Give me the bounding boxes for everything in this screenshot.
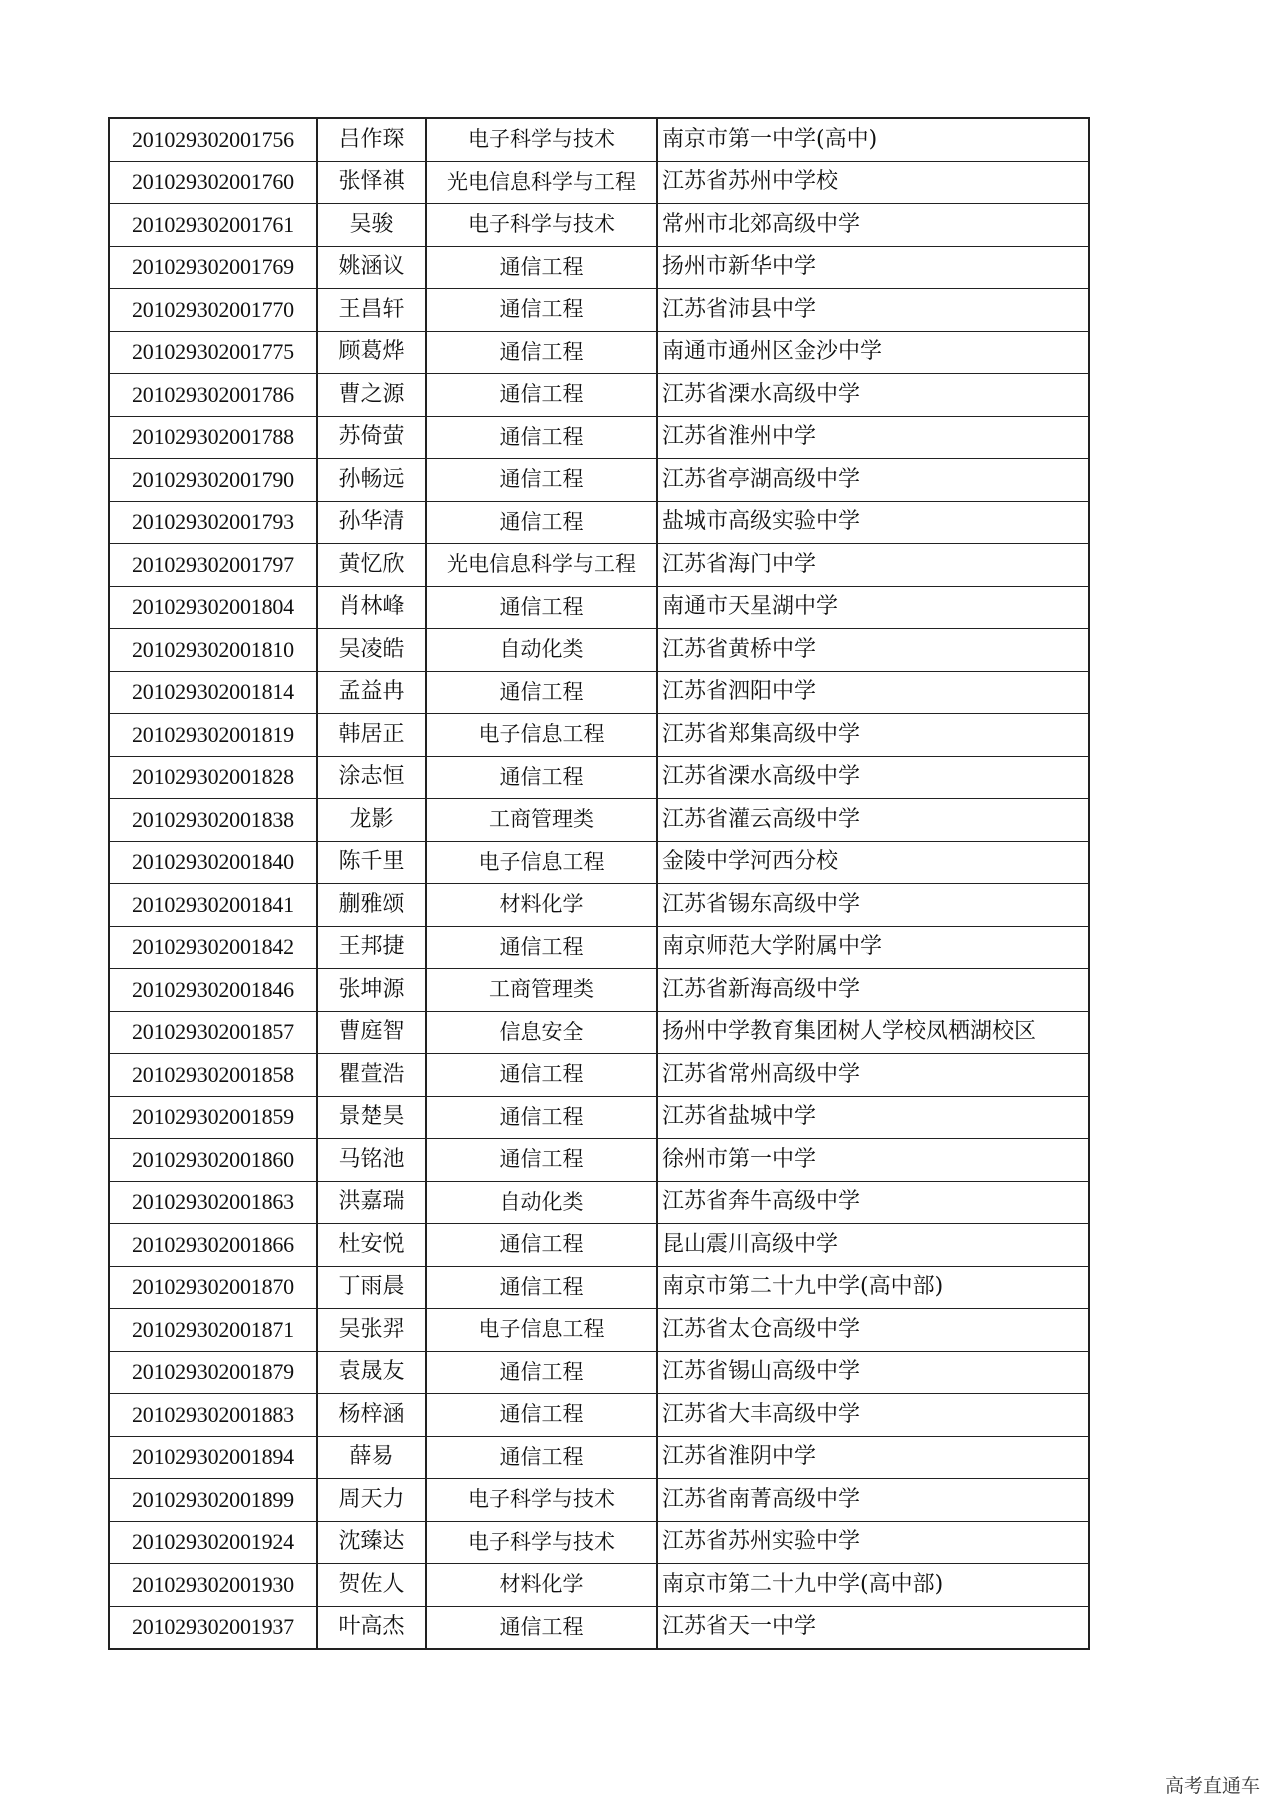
school-cell: 江苏省锡山高级中学 (657, 1351, 1089, 1394)
school-cell: 江苏省苏州中学校 (657, 161, 1089, 204)
candidate-id-cell: 201029302001819 (109, 714, 317, 757)
student-name-cell: 袁晟友 (317, 1351, 426, 1394)
candidate-id-cell: 201029302001930 (109, 1564, 317, 1607)
school-cell: 江苏省泗阳中学 (657, 671, 1089, 714)
student-name-cell: 沈臻达 (317, 1521, 426, 1564)
candidate-id-cell: 201029302001857 (109, 1011, 317, 1054)
table-row (109, 629, 1089, 672)
major-cell: 通信工程 (426, 289, 657, 332)
table-row (109, 1139, 1089, 1182)
major-cell: 电子科学与技术 (426, 1521, 657, 1564)
table-body (109, 118, 1089, 1649)
table-row (109, 1606, 1089, 1649)
table-row (109, 1054, 1089, 1097)
candidate-id-cell: 201029302001870 (109, 1266, 317, 1309)
table-row (109, 799, 1089, 842)
candidate-id-cell: 201029302001842 (109, 926, 317, 969)
student-name-cell: 吴骏 (317, 204, 426, 247)
school-cell: 南京师范大学附属中学 (657, 926, 1089, 969)
student-name-cell: 黄忆欣 (317, 544, 426, 587)
student-name-cell: 顾葛烨 (317, 331, 426, 374)
school-cell: 昆山震川高级中学 (657, 1224, 1089, 1267)
table-row (109, 841, 1089, 884)
major-cell: 工商管理类 (426, 969, 657, 1012)
table-row (109, 1181, 1089, 1224)
student-name-cell: 杜安悦 (317, 1224, 426, 1267)
table-row (109, 1011, 1089, 1054)
candidate-id-cell: 201029302001879 (109, 1351, 317, 1394)
major-cell: 自动化类 (426, 629, 657, 672)
major-cell: 通信工程 (426, 1224, 657, 1267)
candidate-id-cell: 201029302001871 (109, 1309, 317, 1352)
student-name-cell: 蒯雅颂 (317, 884, 426, 927)
table-row (109, 544, 1089, 587)
candidate-id-cell: 201029302001810 (109, 629, 317, 672)
major-cell: 通信工程 (426, 1351, 657, 1394)
school-cell: 江苏省黄桥中学 (657, 629, 1089, 672)
candidate-id-cell: 201029302001769 (109, 246, 317, 289)
table-row (109, 246, 1089, 289)
major-cell: 电子信息工程 (426, 1309, 657, 1352)
major-cell: 通信工程 (426, 1394, 657, 1437)
candidate-id-cell: 201029302001760 (109, 161, 317, 204)
student-name-cell: 张怿祺 (317, 161, 426, 204)
school-cell: 江苏省郑集高级中学 (657, 714, 1089, 757)
major-cell: 电子信息工程 (426, 714, 657, 757)
student-name-cell: 洪嘉瑞 (317, 1181, 426, 1224)
candidate-id-cell: 201029302001775 (109, 331, 317, 374)
table-row (109, 118, 1089, 161)
school-cell: 江苏省常州高级中学 (657, 1054, 1089, 1097)
student-name-cell: 周天力 (317, 1479, 426, 1522)
candidate-id-cell: 201029302001804 (109, 586, 317, 629)
student-name-cell: 贺佐人 (317, 1564, 426, 1607)
student-name-cell: 曹之源 (317, 374, 426, 417)
major-cell: 光电信息科学与工程 (426, 544, 657, 587)
school-cell: 江苏省海门中学 (657, 544, 1089, 587)
major-cell: 通信工程 (426, 501, 657, 544)
table-row (109, 1351, 1089, 1394)
table-row (109, 1521, 1089, 1564)
student-name-cell: 韩居正 (317, 714, 426, 757)
school-cell: 盐城市高级实验中学 (657, 501, 1089, 544)
table-row (109, 1266, 1089, 1309)
table-row (109, 289, 1089, 332)
school-cell: 江苏省灌云高级中学 (657, 799, 1089, 842)
student-name-cell: 张坤源 (317, 969, 426, 1012)
candidate-id-cell: 201029302001793 (109, 501, 317, 544)
major-cell: 材料化学 (426, 1564, 657, 1607)
student-name-cell: 瞿萱浩 (317, 1054, 426, 1097)
table-row (109, 1564, 1089, 1607)
table-row (109, 331, 1089, 374)
school-cell: 江苏省南菁高级中学 (657, 1479, 1089, 1522)
school-cell: 江苏省新海高级中学 (657, 969, 1089, 1012)
candidate-id-cell: 201029302001790 (109, 459, 317, 502)
school-cell: 徐州市第一中学 (657, 1139, 1089, 1182)
student-name-cell: 曹庭智 (317, 1011, 426, 1054)
school-cell: 南京市第二十九中学(高中部) (657, 1266, 1089, 1309)
major-cell: 通信工程 (426, 586, 657, 629)
major-cell: 信息安全 (426, 1011, 657, 1054)
student-name-cell: 孟益冉 (317, 671, 426, 714)
table-row (109, 1436, 1089, 1479)
major-cell: 通信工程 (426, 331, 657, 374)
candidate-id-cell: 201029302001866 (109, 1224, 317, 1267)
major-cell: 通信工程 (426, 1139, 657, 1182)
student-name-cell: 肖林峰 (317, 586, 426, 629)
major-cell: 通信工程 (426, 926, 657, 969)
school-cell: 江苏省亭湖高级中学 (657, 459, 1089, 502)
candidate-id-cell: 201029302001788 (109, 416, 317, 459)
candidate-id-cell: 201029302001786 (109, 374, 317, 417)
student-name-cell: 王昌轩 (317, 289, 426, 332)
student-name-cell: 马铭池 (317, 1139, 426, 1182)
student-name-cell: 孙畅远 (317, 459, 426, 502)
candidate-id-cell: 201029302001756 (109, 118, 317, 161)
school-cell: 江苏省锡东高级中学 (657, 884, 1089, 927)
table-row (109, 1309, 1089, 1352)
major-cell: 通信工程 (426, 1054, 657, 1097)
major-cell: 通信工程 (426, 374, 657, 417)
school-cell: 扬州中学教育集团树人学校凤栖湖校区 (657, 1011, 1089, 1054)
school-cell: 江苏省天一中学 (657, 1606, 1089, 1649)
table-row (109, 756, 1089, 799)
major-cell: 材料化学 (426, 884, 657, 927)
major-cell: 通信工程 (426, 671, 657, 714)
admission-table (108, 117, 1090, 1650)
candidate-id-cell: 201029302001840 (109, 841, 317, 884)
table-row (109, 204, 1089, 247)
major-cell: 工商管理类 (426, 799, 657, 842)
school-cell: 江苏省奔牛高级中学 (657, 1181, 1089, 1224)
student-name-cell: 苏倚萤 (317, 416, 426, 459)
school-cell: 扬州市新华中学 (657, 246, 1089, 289)
student-name-cell: 涂志恒 (317, 756, 426, 799)
major-cell: 通信工程 (426, 1266, 657, 1309)
table-row (109, 416, 1089, 459)
candidate-id-cell: 201029302001863 (109, 1181, 317, 1224)
school-cell: 江苏省盐城中学 (657, 1096, 1089, 1139)
student-name-cell: 龙影 (317, 799, 426, 842)
candidate-id-cell: 201029302001894 (109, 1436, 317, 1479)
major-cell: 电子科学与技术 (426, 1479, 657, 1522)
major-cell: 自动化类 (426, 1181, 657, 1224)
major-cell: 光电信息科学与工程 (426, 161, 657, 204)
school-cell: 江苏省沛县中学 (657, 289, 1089, 332)
student-name-cell: 王邦捷 (317, 926, 426, 969)
school-cell: 南通市通州区金沙中学 (657, 331, 1089, 374)
table-row (109, 374, 1089, 417)
candidate-id-cell: 201029302001883 (109, 1394, 317, 1437)
major-cell: 通信工程 (426, 416, 657, 459)
school-cell: 江苏省溧水高级中学 (657, 374, 1089, 417)
candidate-id-cell: 201029302001838 (109, 799, 317, 842)
major-cell: 电子科学与技术 (426, 204, 657, 247)
major-cell: 通信工程 (426, 459, 657, 502)
candidate-id-cell: 201029302001924 (109, 1521, 317, 1564)
school-cell: 南京市第一中学(高中) (657, 118, 1089, 161)
school-cell: 南京市第二十九中学(高中部) (657, 1564, 1089, 1607)
major-cell: 通信工程 (426, 756, 657, 799)
table-row (109, 586, 1089, 629)
table-row (109, 459, 1089, 502)
student-name-cell: 景楚昊 (317, 1096, 426, 1139)
major-cell: 通信工程 (426, 246, 657, 289)
student-name-cell: 姚涵议 (317, 246, 426, 289)
student-name-cell: 丁雨晨 (317, 1266, 426, 1309)
school-cell: 江苏省太仓高级中学 (657, 1309, 1089, 1352)
candidate-id-cell: 201029302001797 (109, 544, 317, 587)
student-name-cell: 吴张羿 (317, 1309, 426, 1352)
major-cell: 通信工程 (426, 1436, 657, 1479)
student-name-cell: 吴凌皓 (317, 629, 426, 672)
table-row (109, 969, 1089, 1012)
school-cell: 江苏省溧水高级中学 (657, 756, 1089, 799)
candidate-id-cell: 201029302001858 (109, 1054, 317, 1097)
table-row (109, 1224, 1089, 1267)
school-cell: 南通市天星湖中学 (657, 586, 1089, 629)
table-row (109, 161, 1089, 204)
candidate-id-cell: 201029302001899 (109, 1479, 317, 1522)
school-cell: 江苏省苏州实验中学 (657, 1521, 1089, 1564)
student-name-cell: 薛易 (317, 1436, 426, 1479)
school-cell: 江苏省淮阴中学 (657, 1436, 1089, 1479)
school-cell: 江苏省大丰高级中学 (657, 1394, 1089, 1437)
candidate-id-cell: 201029302001761 (109, 204, 317, 247)
candidate-id-cell: 201029302001859 (109, 1096, 317, 1139)
candidate-id-cell: 201029302001770 (109, 289, 317, 332)
table-row (109, 926, 1089, 969)
candidate-id-cell: 201029302001860 (109, 1139, 317, 1182)
table-row (109, 671, 1089, 714)
table-row (109, 714, 1089, 757)
candidate-id-cell: 201029302001937 (109, 1606, 317, 1649)
school-cell: 金陵中学河西分校 (657, 841, 1089, 884)
watermark-text: 高考直通车 (1164, 1775, 1260, 1797)
major-cell: 通信工程 (426, 1096, 657, 1139)
candidate-id-cell: 201029302001846 (109, 969, 317, 1012)
school-cell: 江苏省淮州中学 (657, 416, 1089, 459)
student-name-cell: 陈千里 (317, 841, 426, 884)
student-name-cell: 吕作琛 (317, 118, 426, 161)
major-cell: 电子信息工程 (426, 841, 657, 884)
candidate-id-cell: 201029302001828 (109, 756, 317, 799)
school-cell: 常州市北郊高级中学 (657, 204, 1089, 247)
table-row (109, 1394, 1089, 1437)
candidate-id-cell: 201029302001841 (109, 884, 317, 927)
major-cell: 电子科学与技术 (426, 118, 657, 161)
candidate-id-cell: 201029302001814 (109, 671, 317, 714)
student-name-cell: 杨梓涵 (317, 1394, 426, 1437)
table-row (109, 1096, 1089, 1139)
table-row (109, 501, 1089, 544)
table-row (109, 884, 1089, 927)
student-name-cell: 孙华清 (317, 501, 426, 544)
table-row (109, 1479, 1089, 1522)
major-cell: 通信工程 (426, 1606, 657, 1649)
student-name-cell: 叶高杰 (317, 1606, 426, 1649)
